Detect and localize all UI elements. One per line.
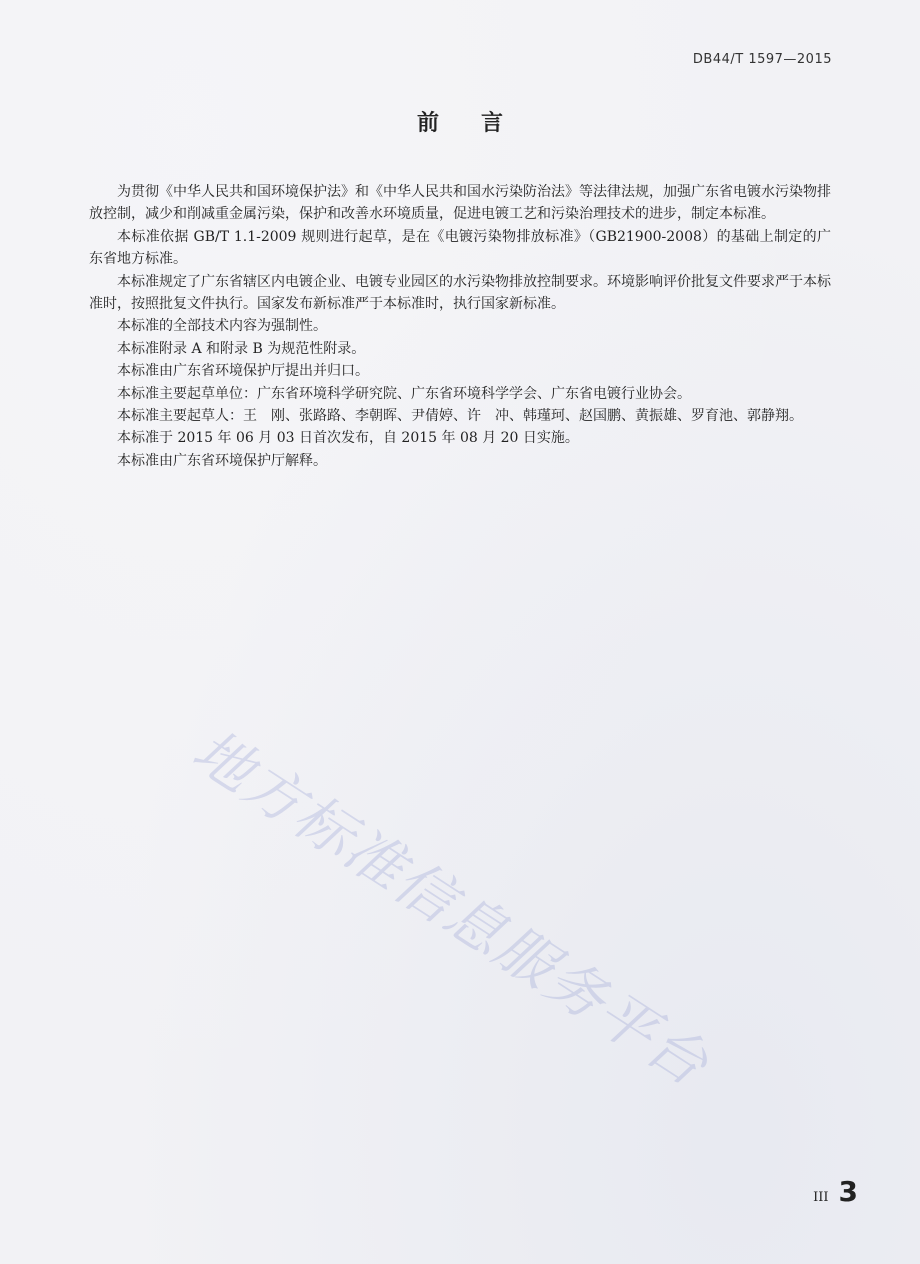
- paragraph: 本标准于 2015 年 06 月 03 日首次发布，自 2015 年 08 月 20 日实施。: [117, 430, 579, 447]
- paragraph: 本标准主要起草人：王 刚、张路路、李朝晖、尹倩婷、许 冲、韩瑾珂、赵国鹏、黄振雄、罗育池、郭静翔。: [117, 408, 803, 425]
- page-folio: [813, 1175, 858, 1208]
- paragraph: 本标准的全部技术内容为强制性。: [117, 318, 327, 335]
- paragraph: 本标准依据 GB/T 1.1-2009 规则进行起草，是在《电镀污染物排放标准》（GB21900-2008）的基础上制定的广东省地方标准。: [89, 228, 831, 268]
- foreword-body: [89, 181, 831, 472]
- document-number: DB44/T 1597—2015: [692, 52, 832, 67]
- watermark: 地方标准信息服务平台: [180, 715, 722, 1100]
- paragraph: 本标准规定了广东省辖区内电镀企业、电镀专业园区的水污染物排放控制要求。环境影响评价批复文件要求严于本标准时，按照批复文件执行。国家发布新标准严于本标准时，执行国家新标准。: [89, 273, 831, 313]
- paragraph: 本标准由广东省环境保护厅提出并归口。: [117, 363, 369, 380]
- page-title: 前言: [416, 111, 545, 136]
- paragraph: 本标准主要起草单位：广东省环境科学研究院、广东省环境科学学会、广东省电镀行业协会。: [117, 385, 691, 402]
- roman-page-number: III: [813, 1190, 829, 1205]
- page-number: 3: [838, 1175, 858, 1208]
- paragraph: 为贯彻《中华人民共和国环境保护法》和《中华人民共和国水污染防治法》等法律法规，加强广东省电镀水污染物排放控制，减少和削减重金属污染，保护和改善水环境质量，促进电镀工艺和污染治理技术的进步，制定本标准。: [89, 184, 831, 223]
- paragraph: 本标准附录 A 和附录 B 为规范性附录。: [117, 340, 366, 357]
- paragraph: 本标准由广东省环境保护厅解释。: [117, 452, 327, 469]
